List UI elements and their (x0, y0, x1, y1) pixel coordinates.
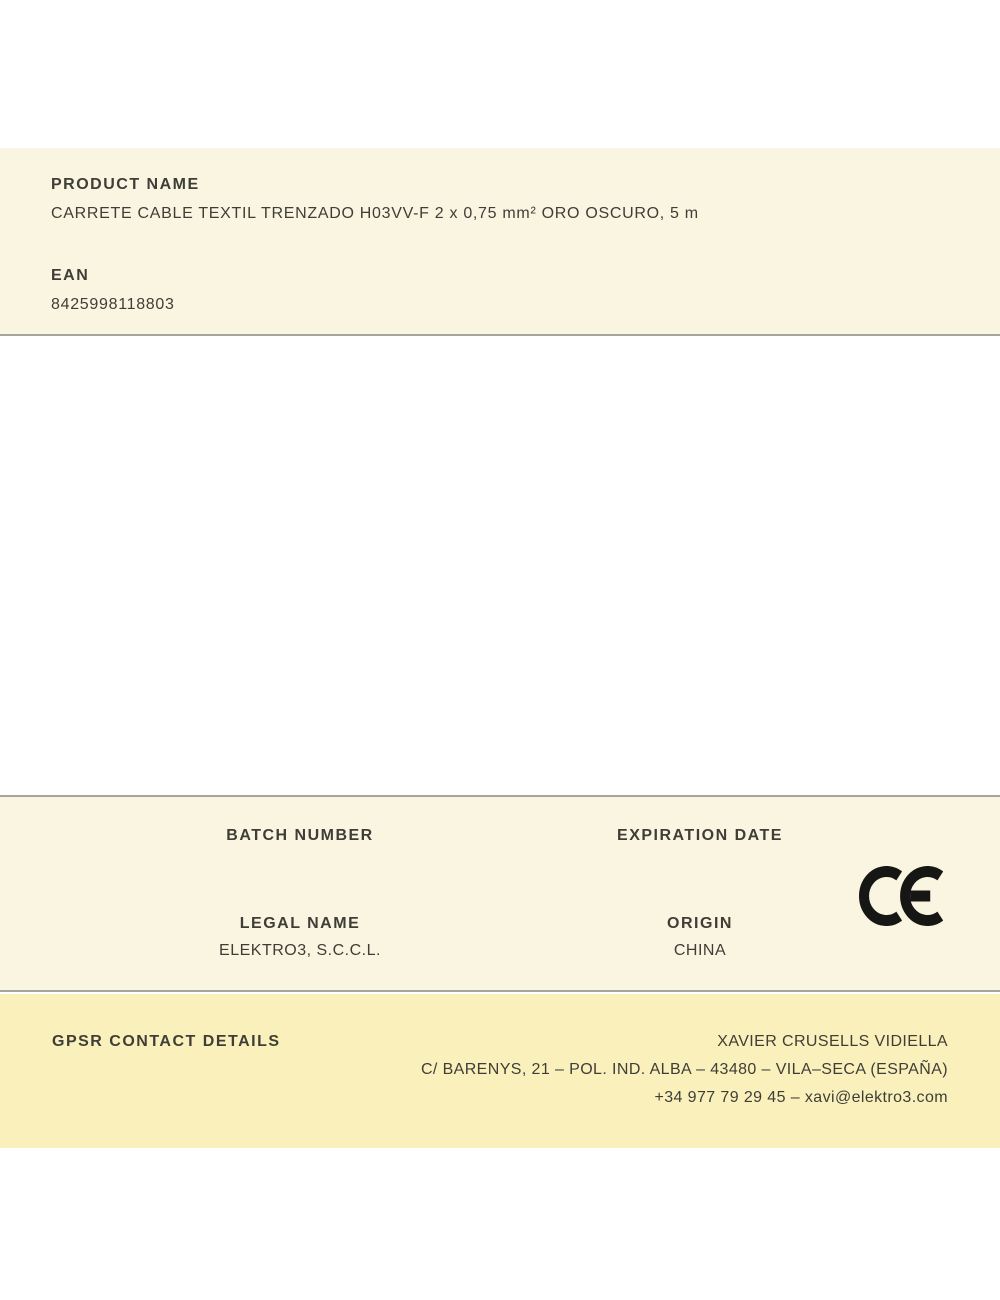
batch-number-field (100, 826, 500, 872)
batch-number-label: BATCH NUMBER (226, 827, 374, 844)
contact-person-line: XAVIER CRUSELLS VIDIELLA (717, 1033, 948, 1050)
expiration-date-value (500, 853, 900, 872)
gpsr-contact-label: GPSR CONTACT DETAILS (52, 1033, 281, 1050)
batch-number-value (100, 853, 500, 872)
ce-mark-icon (859, 866, 943, 926)
ean-label: EAN (51, 267, 90, 284)
origin-value: CHINA (673, 942, 727, 959)
gpsr-contact-section (0, 994, 1000, 1148)
legal-name-label: LEGAL NAME (239, 915, 361, 932)
expiration-date-label: EXPIRATION DATE (617, 827, 783, 844)
ean-value: 8425998118803 (51, 296, 175, 313)
product-name-field (51, 175, 949, 223)
legal-name-value: ELEKTRO3, S.C.C.L. (219, 942, 381, 959)
contact-address-line: C/ BARENYS, 21 – POL. IND. ALBA – 43480 – VILA–SECA (ESPAÑA) (420, 1061, 948, 1078)
product-info-section (0, 148, 1000, 336)
product-name-label: PRODUCT NAME (51, 176, 200, 193)
legal-name-field (100, 914, 500, 960)
product-name-value: CARRETE CABLE TEXTIL TRENZADO H03VV-F 2 x 0,75 mm² ORO OSCURO, 5 m (51, 205, 699, 222)
compliance-section (0, 795, 1000, 992)
ean-field (51, 266, 949, 314)
contact-phone-email-line: +34 977 79 29 45 – xavi@elektro3.com (654, 1089, 948, 1106)
gpsr-contact-lines (421, 1028, 948, 1112)
origin-field (500, 914, 900, 960)
origin-label: ORIGIN (667, 915, 733, 932)
expiration-date-field (500, 826, 900, 872)
